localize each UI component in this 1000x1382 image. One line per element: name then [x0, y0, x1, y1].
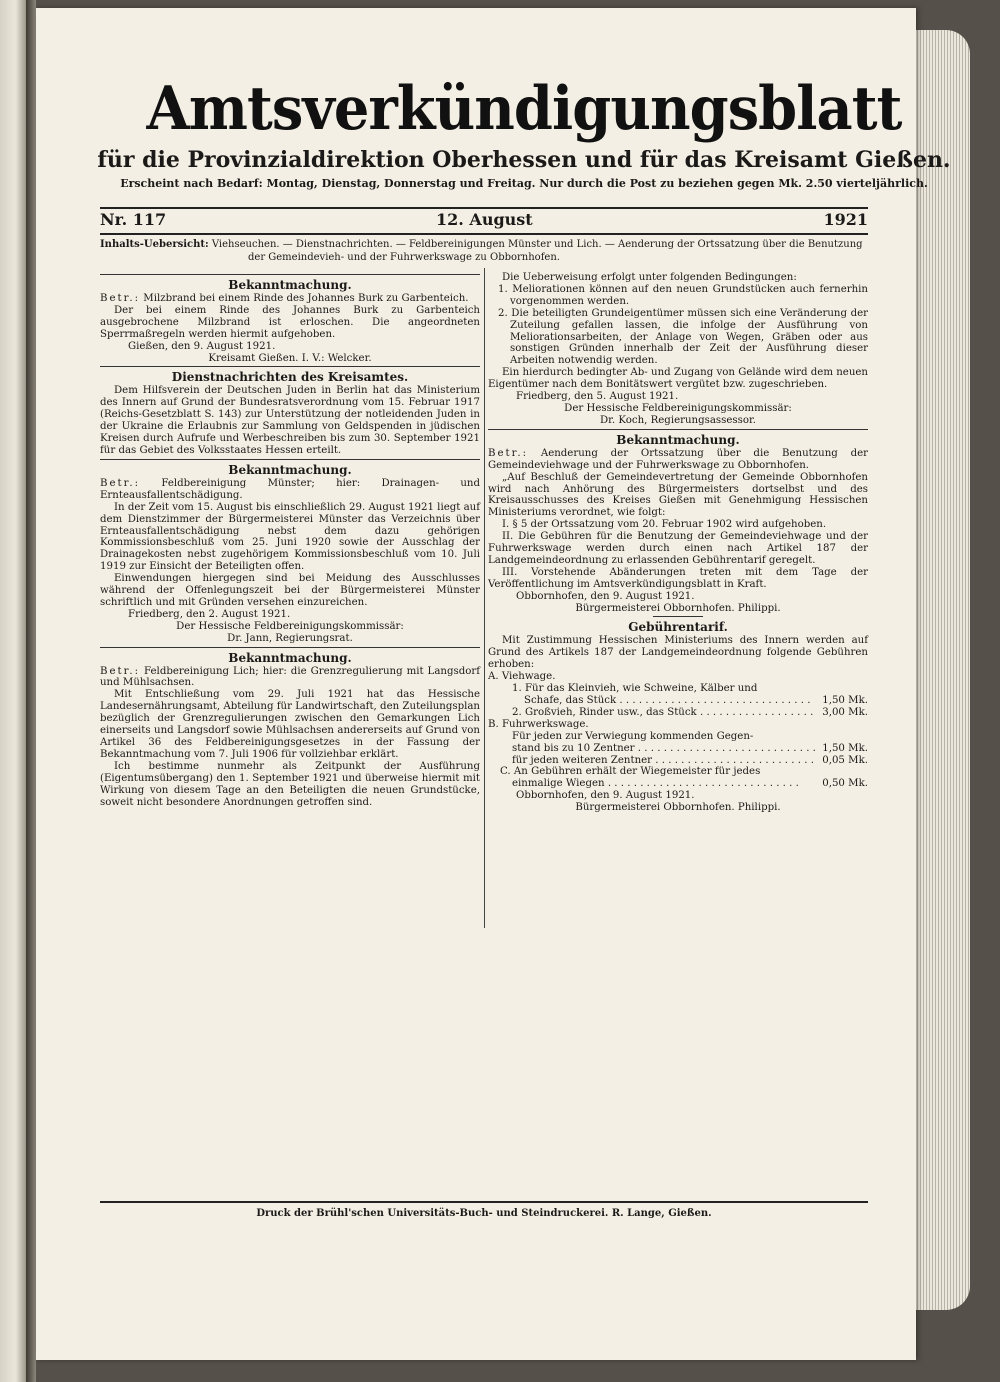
contents-label: Inhalts-Uebersicht: — [100, 239, 209, 250]
notice-lich-subject: Betr.: Feldbereinigung Lich; hier: die Grenzregulierung mit Langsdorf und Mühlsachsen. — [100, 665, 480, 689]
newspaper-subtitle: für die Provinzialdirektion Oberhessen und für das Kreisamt Gießen. — [97, 147, 951, 173]
fee-a2-desc: 2. Großvieh, Rinder usw., das Stück . . . — [512, 707, 816, 719]
left-column — [100, 272, 480, 808]
conditions-body: Ein hierdurch bedingter Ab- und Zugang von Gelände wird dem neuen Eigentümer nach dem Bonitätswert vergütet bzw. zugeschrieben. — [488, 367, 868, 391]
fee-b2-row — [488, 755, 868, 767]
conditions-intro: Die Ueberweisung erfolgt unter folgenden Bedingungen: — [502, 272, 797, 283]
fee-section-a-heading: A. Viehwage. — [488, 671, 556, 683]
notice-obbornhofen-date: Obbornhofen, den 9. August 1921. — [516, 590, 695, 602]
notice-muenster-body-2: Einwendungen hiergegen sind bei Meidung des Ausschlusses während der Offenlegungszeit bei der Bürgermeisterei Münster schriftlich und mit Gründen versehen einzureichen. — [100, 573, 480, 608]
left-page-edge — [0, 0, 26, 1382]
issue-line — [100, 207, 868, 235]
right-column — [488, 272, 868, 814]
notice-milzbrand-signature: Kreisamt Gießen. I. V.: Welcker. — [208, 352, 372, 364]
fee-schedule-intro: Mit Zustimmung Hessischen Ministeriums des Innern werden auf Grund des Artikels 187 der Landgemeindeordnung folgende Gebühren erhoben: — [488, 635, 868, 671]
fee-c-row — [488, 778, 868, 790]
fee-c-desc: einmalige Wiegen . . . — [512, 778, 816, 790]
notice-milzbrand-date: Gießen, den 9. August 1921. — [128, 340, 276, 352]
notice-obbornhofen-point-3: III. Vorstehende Abänderungen treten mit dem Tage der Veröffentlichung im Amtsverkündigungsblatt in Kraft. — [488, 566, 868, 590]
table-of-contents — [100, 238, 868, 264]
service-news-title: Dienstnachrichten des Kreisamtes. — [171, 370, 409, 385]
printer-imprint: Druck der Brühl'schen Universitäts-Buch- und Steindruckerei. R. Lange, Gießen. — [256, 1208, 712, 1219]
contents-text: Viehseuchen. — Dienstnachrichten. — Feldbereinigungen Münster und Lich. — Aenderung der Ortssatzung über die Benutzung — [211, 239, 863, 250]
conditions-date: Friedberg, den 5. August 1921. — [516, 391, 679, 403]
notice-obbornhofen-signature: Bürgermeisterei Obbornhofen. Philippi. — [575, 602, 781, 614]
short-rule — [653, 616, 703, 617]
issue-number: Nr. 117 — [100, 210, 167, 229]
notice-muenster-office: Der Hessische Feldbereinigungskommissär: — [176, 620, 404, 632]
condition-2: 2. Die beteiligten Grundeigentümer müssen sich eine Veränderung der Zuteilung gefallen lassen, die infolge der Ausführung von Meliorationsarbeiten, der Anlage von Wegen, Gräben oder aus sonstigen Gründen innerhalb der Zeit der Ausführung dieser Arbeiten notwendig werden. — [498, 307, 868, 367]
fee-b2-amount: 0,05 Mk. — [822, 754, 868, 766]
section-rule — [100, 366, 480, 367]
fee-b1-amount: 1,50 Mk. — [822, 742, 868, 754]
fee-b1-desc: stand bis zu 10 Zentner . . . — [512, 743, 816, 755]
notice-lich-body-2: Ich bestimme nunmehr als Zeitpunkt der Ausführung (Eigentumsübergang) den 1. September 1921 und überweise hiermit mit Wirkung von diesem Tage an den Beteiligten die neuen Grundstücke, soweit nicht besondere Anordnungen getroffen sind. — [100, 760, 480, 808]
fee-a1-row — [488, 695, 868, 707]
newspaper-title: Amtsverkündigungsblatt — [146, 74, 902, 144]
fee-c-amount: 0,50 Mk. — [822, 778, 868, 790]
notice-milzbrand-subject: Betr.: Milzbrand bei einem Rinde des Johannes Burk zu Garbenteich. — [100, 293, 469, 304]
section-rule — [488, 429, 868, 430]
notice-lich-body-1: Mit Entschließung vom 29. Juli 1921 hat das Hessische Landesernährungsamt, Abteilung für Landwirtschaft, den Zuteilungsplan bezüglich der Grenzregulierungen zwischen den Gemarkungen Lich einerseits und Langsdorf sowie Mühlsachsen andererseits auf Grund von Artikel 36 des Feldbereinigungsgesetzes in der Fassung der Bekanntmachung vom 7. Juli 1906 für vollziehbar erklärt. — [100, 689, 480, 760]
notice-obbornhofen-body: „Auf Beschluß der Gemeindevertretung der Gemeinde Obbornhofen wird nach Anhörung des Bürgermeisters dortselbst und des Kreisausschusses des Kreises Gießen mit Genehmigung Hessischen Ministeriums verordnet, wie folgt: — [488, 471, 868, 519]
fee-a1-amount: 1,50 Mk. — [822, 695, 868, 706]
fee-a2-row — [488, 707, 868, 719]
footer-rule — [100, 1201, 868, 1203]
issue-year: 1921 — [823, 210, 868, 229]
conditions-office: Der Hessische Feldbereinigungskommissär: — [564, 402, 792, 414]
fee-schedule-title: Gebührentarif. — [628, 620, 728, 635]
book-gutter — [26, 0, 36, 1382]
notice-muenster-date: Friedberg, den 2. August 1921. — [128, 608, 291, 620]
fee-schedule-date: Obbornhofen, den 9. August 1921. — [516, 790, 695, 802]
column-divider — [484, 268, 485, 928]
fee-b1-row — [488, 743, 868, 755]
issue-date: 12. August — [436, 210, 533, 229]
notice-obbornhofen-point-2: II. Die Gebühren für die Benutzung der Gemeindeviehwage und der Fuhrwerkswage werden durch einen nach Artikel 187 der Landgemeindeordnung zu erlassenden Gebührentarif geregelt. — [488, 531, 868, 566]
fee-b1-line: Für jeden zur Verwiegung kommenden Gegen- — [512, 730, 754, 742]
notice-obbornhofen-subject: Betr.: Aenderung der Ortssatzung über die Benutzung der Gemeindeviehwage und der Fuhrwerkswage zu Obbornhofen. — [488, 447, 868, 471]
notice-milzbrand-title: Bekanntmachung. — [228, 278, 352, 292]
fee-a1-desc: Schafe, das Stück . . . — [524, 695, 816, 707]
notice-obbornhofen-title: Bekanntmachung. — [616, 432, 740, 447]
notice-muenster-body-1: In der Zeit vom 15. August bis einschließlich 29. August 1921 liegt auf dem Dienstzimmer der Bürgermeisterei Münster das Verzeichnis über Ernteausfallentschädigung nebst dem dazu gehörigen Kommissionsbeschluß vom 25. Juni 1920 sowie der Ausschlag der Drainagekosten nebst zugehörigem Kommissionsbeschluß vom 10. Juli 1919 zur Einsicht der Beteiligten offen. — [100, 501, 480, 573]
section-rule — [100, 274, 480, 275]
fee-c-line: C. An Gebühren erhält der Wiegemeister für jedes — [500, 766, 761, 778]
masthead — [64, 74, 984, 192]
conditions-name: Dr. Koch, Regierungsassessor. — [600, 414, 756, 426]
section-rule — [100, 459, 480, 460]
notice-lich-title: Bekanntmachung. — [228, 650, 352, 665]
notice-muenster-title: Bekanntmachung. — [228, 462, 352, 477]
publication-note: Erscheint nach Bedarf: Montag, Dienstag, Donnerstag und Freitag. Nur durch die Post zu beziehen gegen Mk. 2.50 vierteljährlich. — [120, 177, 928, 190]
fee-a1-line: 1. Für das Kleinvieh, wie Schweine, Kälber und — [512, 683, 758, 695]
notice-muenster-name: Dr. Jann, Regierungsrat. — [227, 632, 353, 644]
notice-milzbrand-body: Der bei einem Rinde des Johannes Burk zu Garbenteich ausgebrochene Milzbrand ist erloschen. Die angeordneten Sperrmaßregeln werden hiermit aufgehoben. — [100, 304, 480, 340]
service-news-body: Dem Hilfsverein der Deutschen Juden in Berlin hat das Ministerium des Innern auf Grund der Bundesratsverordnung vom 15. Februar 1917 (Reichs-Gesetzblatt S. 143) zur Unterstützung der notleidenden Juden in der Ukraine die Erlaubnis zur Sammlung von Geldspenden in jüdischen Kreisen durch Aufrufe und Werbeschreiben bis zum 30. September 1921 für das Gebiet des Volksstaates Hessen erteilt. — [100, 385, 480, 456]
section-rule — [100, 647, 480, 648]
notice-obbornhofen-point-1: I. § 5 der Ortssatzung vom 20. Februar 1902 wird aufgehoben. — [502, 519, 827, 531]
fee-b2-desc: für jeden weiteren Zentner . . . — [512, 755, 816, 767]
fee-a2-amount: 3,00 Mk. — [822, 706, 868, 718]
notice-muenster-subject: Betr.: Feldbereinigung Münster; hier: Drainagen- und Ernteausfallentschädigung. — [100, 477, 480, 501]
fee-schedule-signature: Bürgermeisterei Obbornhofen. Philippi. — [575, 802, 781, 814]
fee-section-b-heading: B. Fuhrwerkswage. — [488, 718, 589, 730]
condition-1: 1. Meliorationen können auf den neuen Grundstücken auch fernerhin vorgenommen werden. — [498, 283, 868, 307]
contents-text-continued: der Gemeindevieh- und der Fuhrwerkswage zu Obbornhofen. — [248, 252, 560, 263]
